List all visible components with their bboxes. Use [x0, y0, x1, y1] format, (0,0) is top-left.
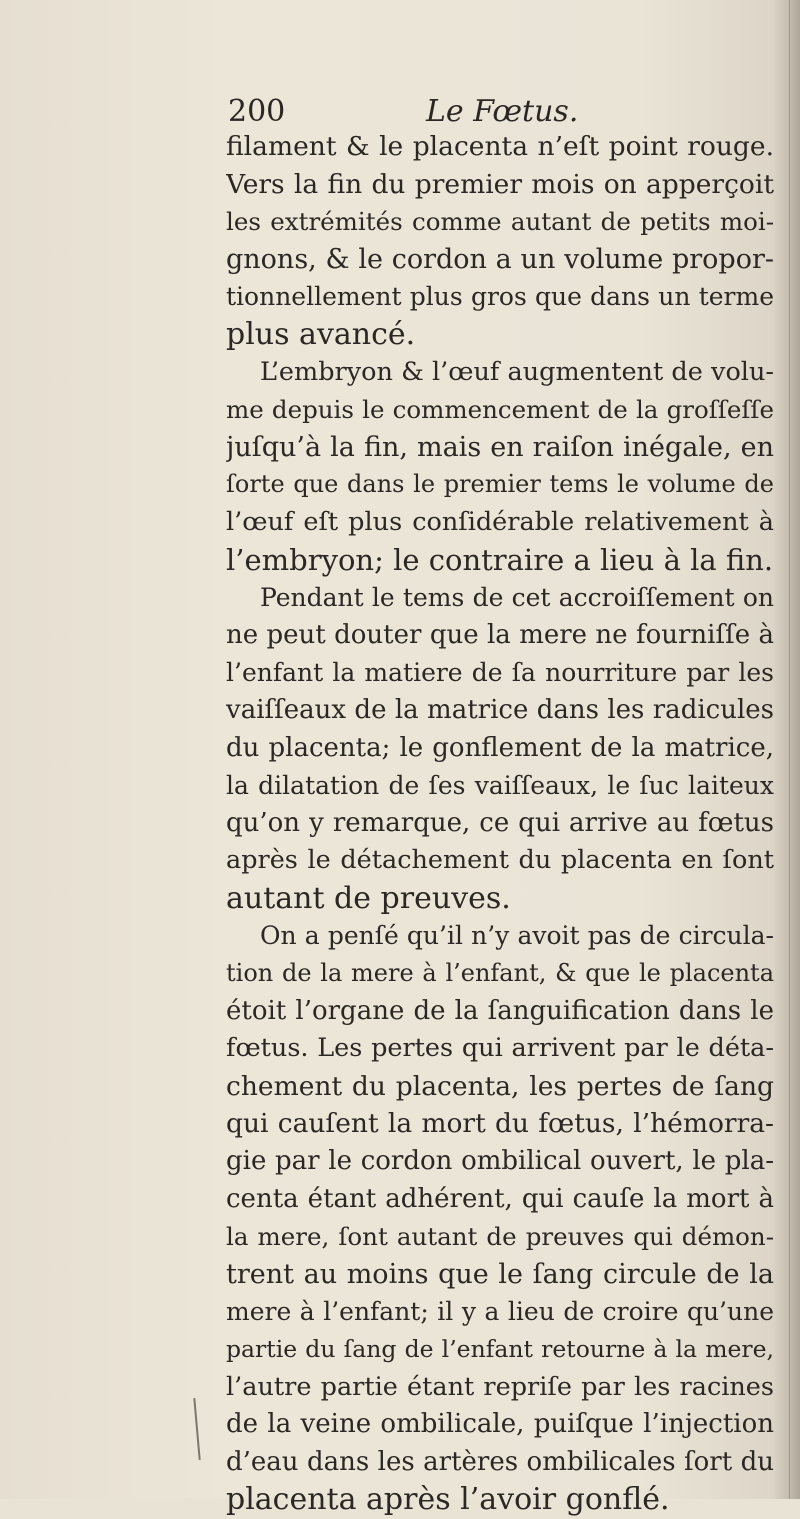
text-line: après le détachement du placenta en ſont — [226, 845, 774, 876]
margin-pencil-mark — [193, 1398, 200, 1460]
text-line: qui cauſent la mort du fœtus, l’hémorra- — [226, 1108, 774, 1140]
page-number: 200 — [228, 94, 286, 129]
text-line: ne peut douter que la mere ne fourniſſe à — [226, 619, 774, 650]
text-line: juſqu’à la fin, mais en raiſon inégale, en — [226, 431, 774, 463]
text-line: Pendant le tems de cet accroiſſement on — [260, 583, 774, 613]
text-line: placenta après l’avoir gonflé. — [226, 1482, 670, 1518]
running-title: Le Fœtus. — [426, 94, 579, 129]
text-line: filament & le placenta n’eſt point rouge. — [226, 131, 774, 162]
text-line: gie par le cordon ombilical ouvert, le pla- — [226, 1146, 774, 1177]
text-line: mere à l’enfant; il y a lieu de croire qu’une — [226, 1297, 774, 1327]
text-line: fœtus. Les pertes qui arrivent par le déta- — [226, 1033, 774, 1064]
text-line: tion de la mere à l’enfant, & que le placenta — [226, 959, 774, 988]
page-edge-line — [789, 0, 790, 1499]
text-line: l’œuf eſt plus conſidérable relativement à — [226, 506, 774, 537]
page-edge-shadow — [774, 0, 800, 1499]
text-line: du placenta; le gonflement de la matrice, — [226, 732, 774, 763]
text-line: la mere, ſont autant de preuves qui démon- — [226, 1222, 774, 1252]
text-line: chement du placenta, les pertes de ſang — [226, 1070, 774, 1102]
text-line: On a penſé qu’il n’y avoit pas de circula- — [260, 921, 774, 951]
text-line: gnons, & le cordon a un volume propor- — [226, 243, 774, 275]
text-line: qu’on y remarque, ce qui arrive au fœtus — [226, 807, 774, 838]
text-line: d’eau dans les artères ombilicales ſort du — [226, 1446, 774, 1477]
text-line: ſorte que dans le premier tems le volume de — [226, 470, 774, 499]
text-line: plus avancé. — [226, 316, 416, 352]
text-line: l’embryon; le contraire a lieu à la fin. — [226, 542, 774, 577]
body-text — [226, 128, 774, 1519]
text-line: L’embryon & l’œuf augmentent de volu- — [260, 356, 774, 387]
text-line: trent au moins que le ſang circule de la — [226, 1258, 774, 1290]
text-line: me depuis le commencement de la groſſeſſe — [226, 395, 774, 425]
text-line: l’autre partie étant repriſe par les racines — [226, 1371, 774, 1402]
text-line: vaiſſeaux de la matrice dans les radicules — [226, 694, 774, 725]
text-line: de la veine ombilicale, puiſque l’injection — [226, 1409, 774, 1440]
text-line: la dilatation de ſes vaiſſeaux, le ſuc laiteux — [226, 771, 774, 801]
text-line: centa étant adhérent, qui cauſe la mort à — [226, 1183, 774, 1214]
text-line: autant de preuves. — [226, 880, 511, 916]
text-line: tionnellement plus gros que dans un terme — [226, 282, 774, 312]
text-line: partie du ſang de l’enfant retourne à la mere, — [226, 1335, 774, 1363]
page-header — [228, 92, 698, 132]
text-line: étoit l’organe de la ſanguification dans le — [226, 995, 774, 1026]
text-line: Vers la fin du premier mois on apperçoit — [226, 168, 774, 200]
text-line: l’enfant la matiere de ſa nourriture par les — [226, 658, 774, 688]
text-line: les extrémités comme autant de petits moi- — [226, 207, 774, 237]
